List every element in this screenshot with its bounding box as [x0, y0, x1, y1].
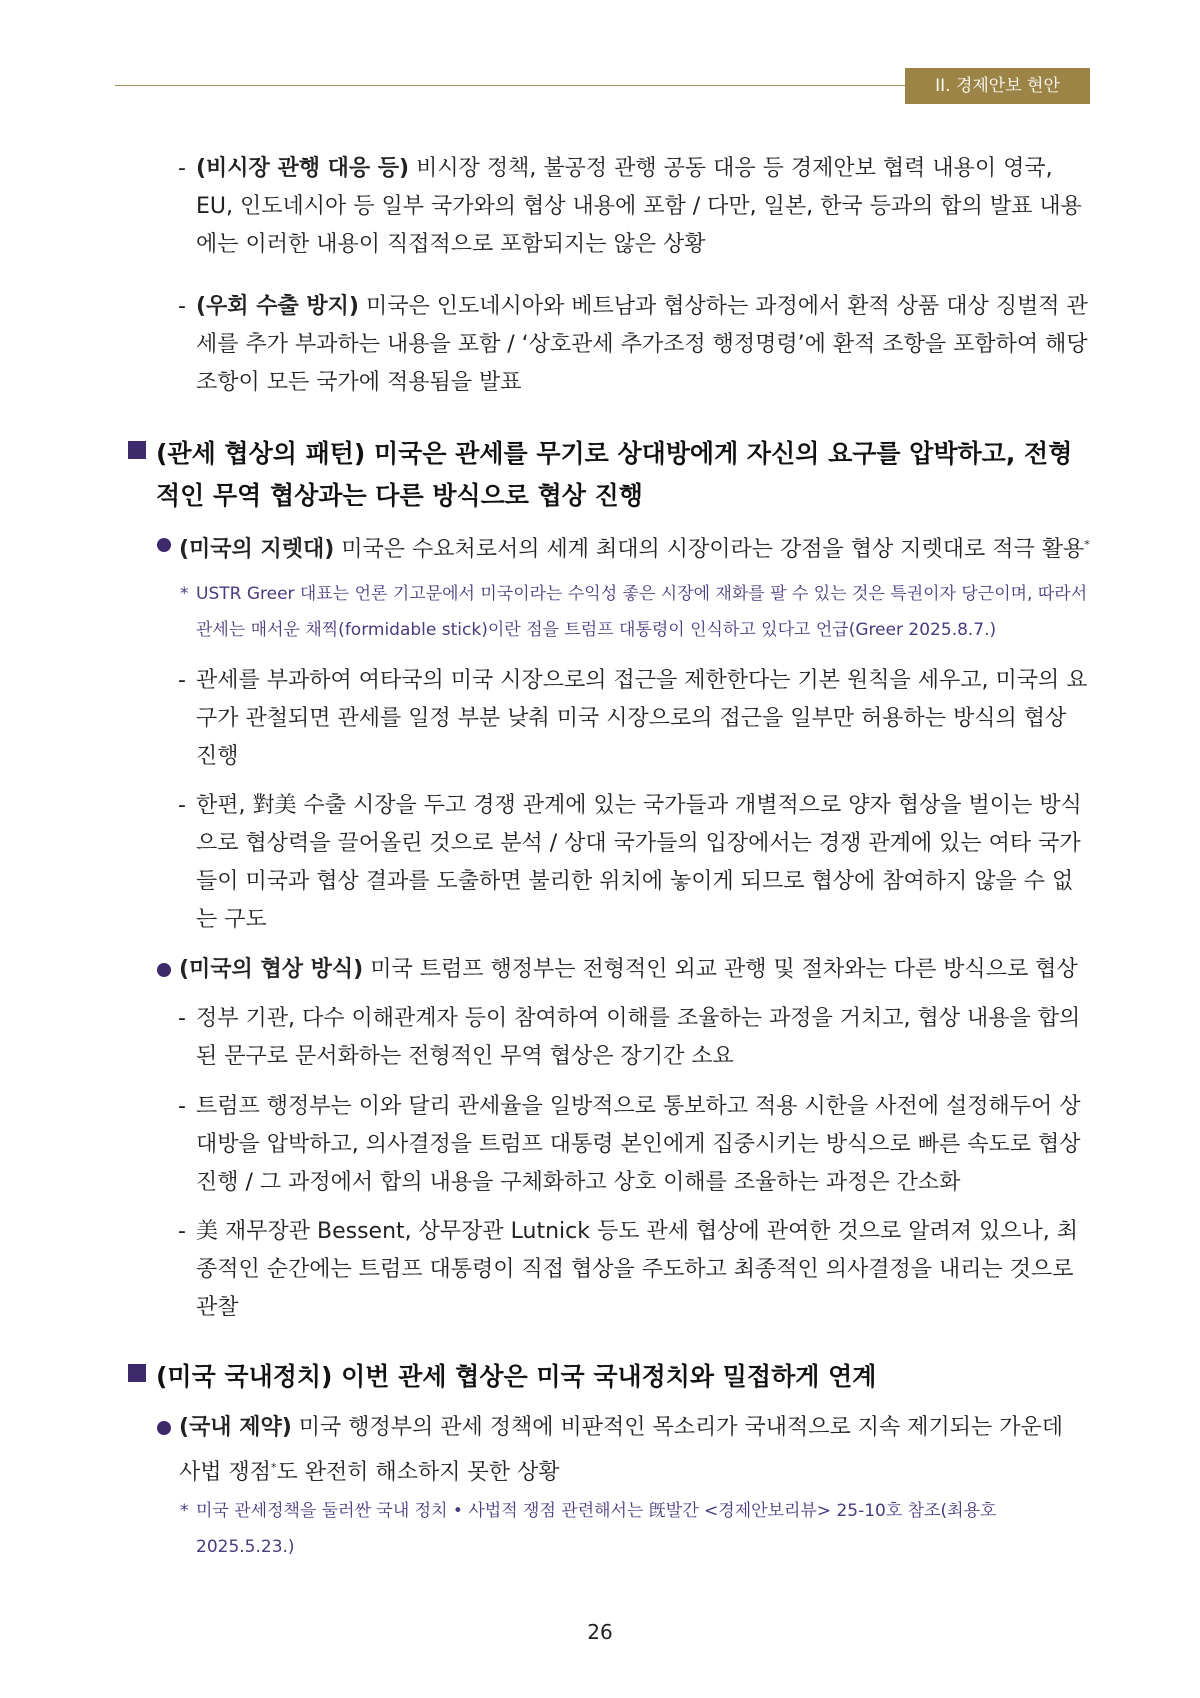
section-heading: (미국 국내정치) 이번 관세 협상은 미국 국내정치와 밀접하게 연계	[128, 1356, 1090, 1398]
bullet-item	[157, 950, 1090, 990]
dash-item: - 트럼프 행정부는 이와 달리 관세율을 일방적으로 통보하고 적용 시한을 사전에 설정해두어 상대방을 압박하고, 의사결정을 트럼프 대통령 본인에게 집중시키는 방식으로 빠른 속도로 협상 진행 / 그 과정에서 합의 내용을 구체화하고 상호 이해를 조율하는 과정은 간소화	[178, 1094, 1081, 1195]
item-title: (우회 수출 방지)	[196, 294, 359, 319]
item-text: 미국 행정부의 관세 정책에 비판적인 목소리가 국내적으로 지속 제기되는 가운데 사법 쟁점	[179, 1415, 1064, 1485]
footnote: * USTR Greer 대표는 언론 기고문에서 미국이라는 수익성 좋은 시장에 재화를 팔 수 있는 것은 특권이자 당근이며, 따라서 관세는 매서운 채찍(formidable stick)이란 점을 트럼프 대통령이 인식하고 있다고 언급(Greer 2025.8.7.)	[180, 584, 1088, 640]
item-title: (국내 제약)	[179, 1415, 292, 1440]
dash-item: - 관세를 부과하여 여타국의 미국 시장으로의 접근을 제한한다는 기본 원칙을 세우고, 미국의 요구가 관철되면 관세를 일정 부분 낮춰 미국 시장으로의 접근을 일부만 허용하는 방식의 협상 진행	[178, 668, 1088, 769]
footnote-marker: *	[271, 1461, 277, 1474]
dash-item: - (비시장 관행 대응 등) 비시장 정책, 불공정 관행 공동 대응 등 경제안보 협력 내용이 영국, EU, 인도네시아 등 일부 국가와의 협상 내용에 포함 / 다만, 일본, 한국 등과의 합의 발표 내용에는 이러한 내용이 직접적으로 포함되지는 않은 상황	[178, 156, 1082, 257]
item-title: (미국의 지렛대)	[179, 537, 335, 562]
item-title: (비시장 관행 대응 등)	[196, 156, 410, 181]
item-text: 도 완전히 해소하지 못한 상황	[276, 1460, 560, 1485]
item-text: 미국은 수요처로서의 세계 최대의 시장이라는 강점을 협상 지렛대로 적극 활용	[334, 537, 1085, 562]
footnote: * 미국 관세정책을 둘러싼 국내 정치 • 사법적 쟁점 관련해서는 旣발간 <경제안보리뷰> 25-10호 참조(최용호 2025.5.23.)	[180, 1501, 997, 1557]
bullet-item	[157, 525, 1090, 570]
dot-bullet-icon	[157, 963, 171, 977]
page-number: 26	[587, 1620, 613, 1644]
square-bullet-icon	[128, 1364, 146, 1382]
dash-item: - (우회 수출 방지) 미국은 인도네시아와 베트남과 협상하는 과정에서 환적 상품 대상 징벌적 관세를 추가 부과하는 내용을 포함 / ‘상호관세 추가조정 행정명령’에 환적 조항을 포함하여 해당 조항이 모든 국가에 적용됨을 발표	[178, 294, 1088, 395]
header-rule	[115, 85, 905, 86]
square-bullet-icon	[128, 441, 146, 459]
footnote-marker: *	[1084, 538, 1090, 551]
dash-item: - 정부 기관, 다수 이해관계자 등이 참여하여 이해를 조율하는 과정을 거치고, 협상 내용을 합의된 문구로 문서화하는 전형적인 무역 협상은 장기간 소요	[178, 1006, 1081, 1069]
dot-bullet-icon	[157, 1421, 171, 1435]
bullet-item	[157, 1408, 1090, 1493]
item-title: (미국의 협상 방식)	[179, 957, 364, 982]
dash-item: - 美 재무장관 Bessent, 상무장관 Lutnick 등도 관세 협상에 관여한 것으로 알려져 있으나, 최종적인 순간에는 트럼프 대통령이 직접 협상을 주도하고 최종적인 의사결정을 내리는 것으로 관찰	[178, 1219, 1078, 1320]
item-text: 미국은 인도네시아와 베트남과 협상하는 과정에서 환적 상품 대상 징벌적 관세를 추가 부과하는 내용을 포함 / ‘상호관세 추가조정 행정명령’에 환적 조항을 포함하여 해당 조항이 모든 국가에 적용됨을 발표	[196, 294, 1088, 395]
item-text: 비시장 정책, 불공정 관행 공동 대응 등 경제안보 협력 내용이 영국, EU, 인도네시아 등 일부 국가와의 협상 내용에 포함 / 다만, 일본, 한국 등과의 합의 발표 내용에는 이러한 내용이 직접적으로 포함되지는 않은 상황	[196, 156, 1082, 257]
dash-item: - 한편, 對美 수출 시장을 두고 경쟁 관계에 있는 국가들과 개별적으로 양자 협상을 벌이는 방식으로 협상력을 끌어올린 것으로 분석 / 상대 국가들의 입장에서는 경쟁 관계에 있는 여타 국가들이 미국과 협상 결과를 도출하면 불리한 위치에 놓이게 되므로 협상에 참여하지 않을 수 없는 구도	[178, 793, 1082, 932]
dot-bullet-icon	[157, 538, 171, 552]
item-text: 미국 트럼프 행정부는 전형적인 외교 관행 및 절차와는 다른 방식으로 협상	[363, 957, 1078, 982]
section-badge: II. 경제안보 현안	[905, 68, 1090, 104]
section-heading: (관세 협상의 패턴) 미국은 관세를 무기로 상대방에게 자신의 요구를 압박하고, 전형적인 무역 협상과는 다른 방식으로 협상 진행	[128, 433, 1090, 517]
